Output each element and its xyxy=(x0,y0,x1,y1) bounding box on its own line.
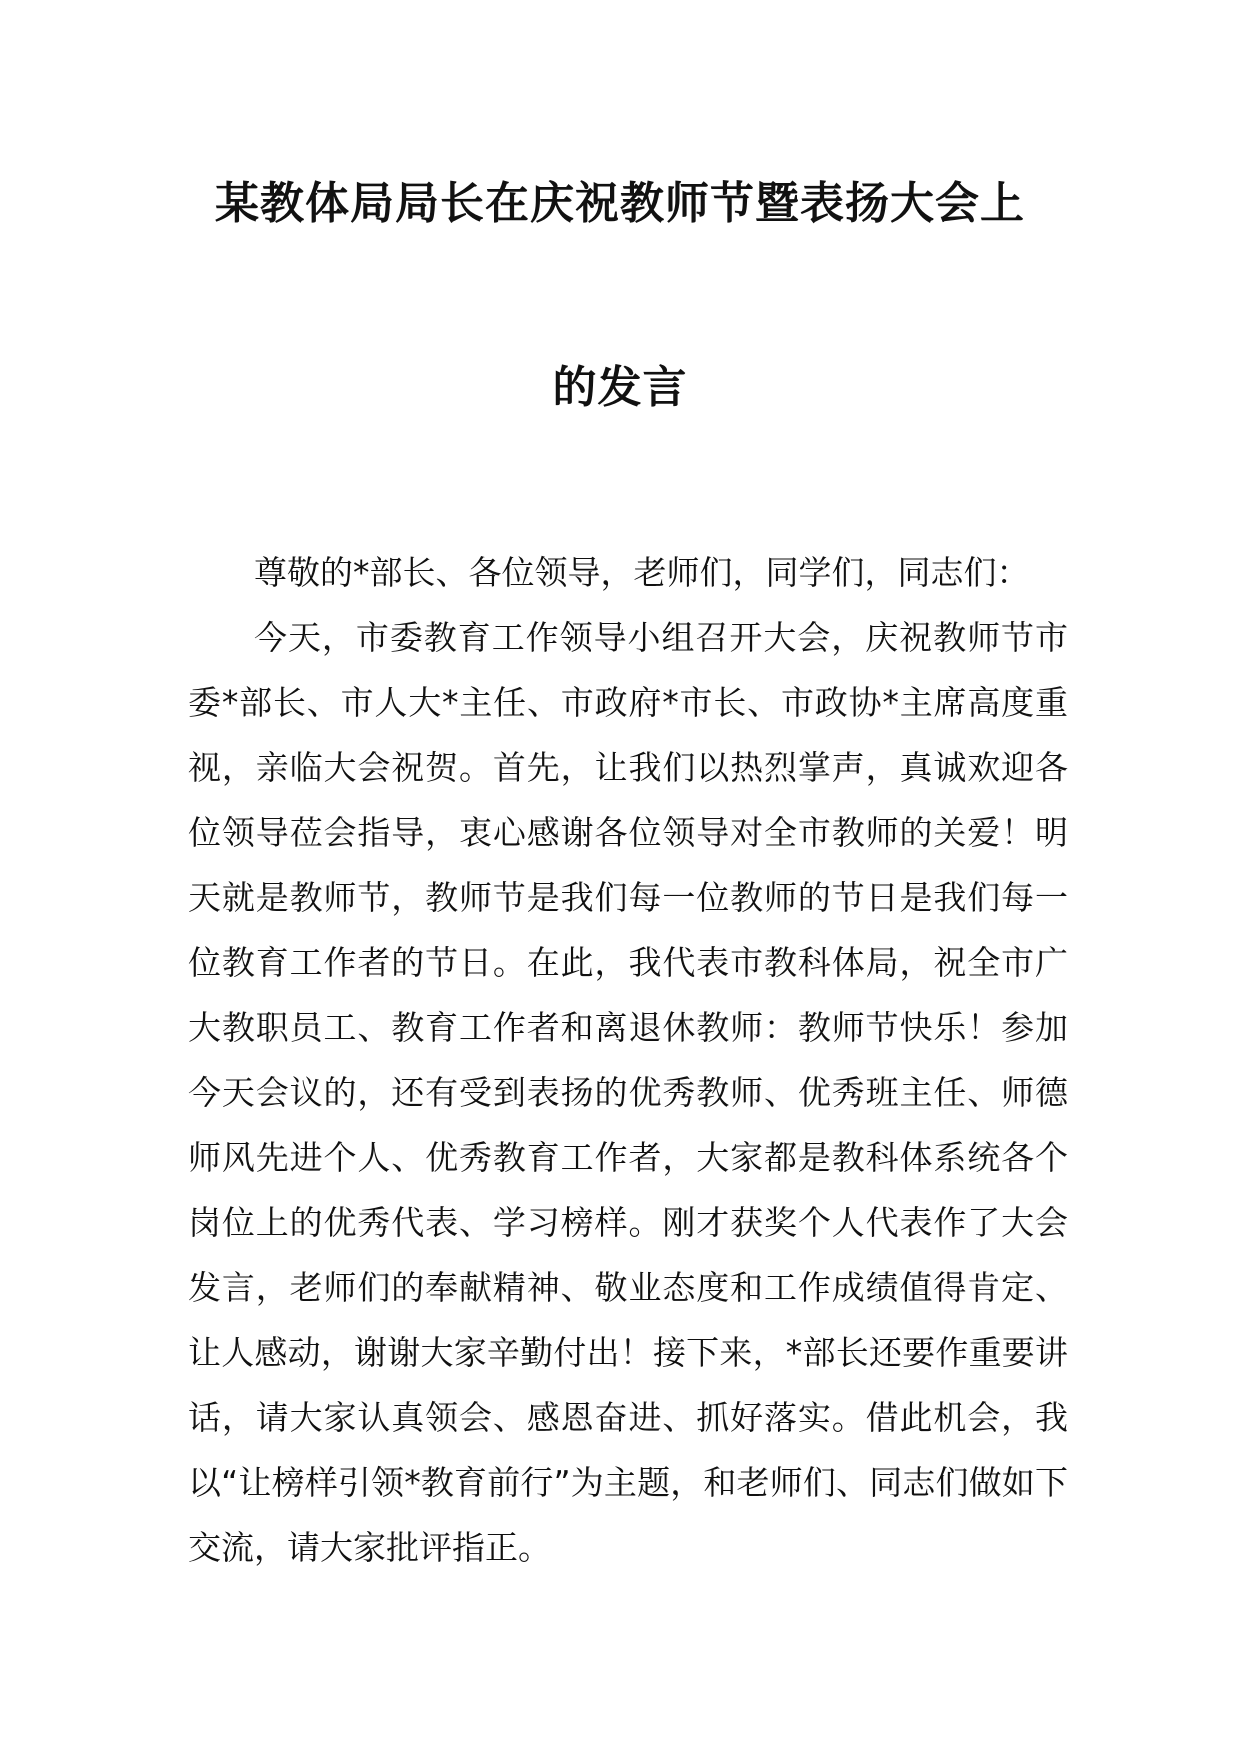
document-title-line-2: 的发言 xyxy=(552,362,688,413)
body-paragraph: 今天，市委教育工作领导小组召开大会，庆祝教师节市委*部长、市人大*主任、市政府*市长、市政协*主席高度重视，亲临大会祝贺。首先，让我们以热烈掌声，真诚欢迎各位领导莅会指导，衷心感谢各位领导对全市教师的关爱！明天就是教师节，教师节是我们每一位教师的节日是我们每一位教育工作者的节日。在此，我代表市教科体局，祝全市广大教职员工、教育工作者和离退休教师：教师节快乐！参加今天会议的，还有受到表扬的优秀教师、优秀班主任、师德师风先进个人、优秀教育工作者，大家都是教科体系统各个岗位上的优秀代表、学习榜样。刚才获奖个人代表作了大会发言，老师们的奉献精神、敬业态度和工作成绩值得肯定、让人感动，谢谢大家辛勤付出！接下来，*部长还要作重要讲话，请大家认真领会、感恩奋进、抓好落实。借此机会，我以“让榜样引领*教育前行”为主题，和老师们、同志们做如下交流，请大家批评指正。 xyxy=(188,618,1068,1567)
document-title-line-1: 某教体局局长在庆祝教师节暨表扬大会上 xyxy=(215,178,1025,229)
salutation: 尊敬的*部长、各位领导，老师们，同学们，同志们： xyxy=(254,553,1030,592)
